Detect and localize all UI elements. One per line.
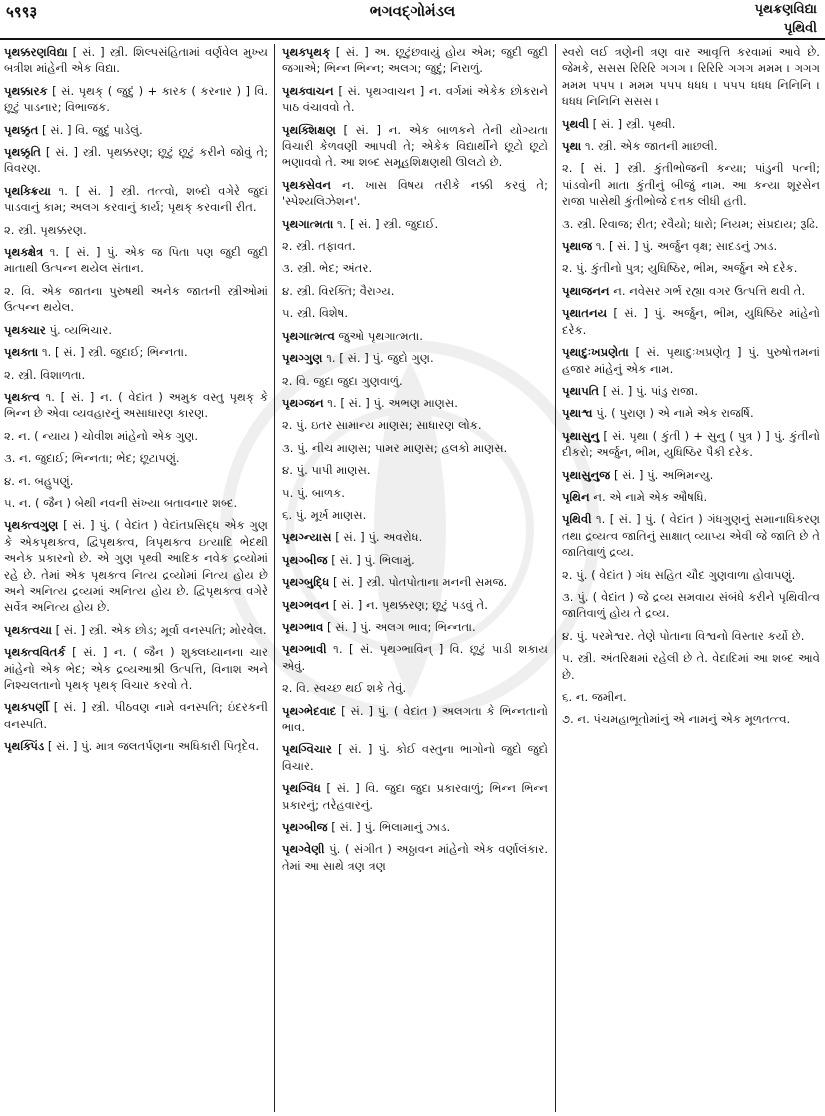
entry-definition: ૫. સ્ત્રી. વિશેષ. — [282, 306, 349, 321]
dictionary-entry — [4, 244, 268, 277]
entry-sense — [4, 428, 268, 444]
entry-definition: [ સં. ] પું. કોઈ વસ્તુના ભાગોનો જુદો જુદો વિચાર. — [282, 742, 548, 773]
dictionary-entry — [562, 511, 820, 560]
entry-headword: પૃથાજ — [562, 239, 593, 254]
column-divider-2 — [555, 44, 556, 1112]
entry-sense — [282, 417, 548, 433]
page-number: ५९९३ — [6, 3, 38, 21]
entry-definition: [ સં. પૃથા ( કુંતી ) + સુનુ ( પુત્ર ) ] પું. કુંતીનો દીકરો; અર્જુન, ભીમ, યુધિષ્ઠિર પૈકી દરેક. — [562, 428, 820, 460]
dictionary-entry — [562, 428, 820, 461]
dictionary-entry — [282, 350, 548, 366]
dictionary-entry — [4, 622, 268, 638]
entry-definition: [ સં. પૃથાદુઃખપ્રણેતૃ ] પું. પુરુષોત્તમનાં હજાર માંહેનું એક નામ. — [562, 345, 820, 376]
entry-definition: ૬. ન. જમીન. — [562, 690, 627, 704]
dictionary-entry — [282, 641, 548, 674]
entry-definition: [ સં. ] પું. ભિલામું. — [331, 552, 415, 567]
entry-sense — [562, 589, 820, 622]
entry-definition: [ સં. ] સ્ત્રી. પીઠવણ નામે વનસ્પતિ; ઇંદરકની વનસ્પતિ. — [4, 700, 268, 731]
entry-definition: ૪. પું. પાપી માણસ. — [282, 463, 371, 478]
entry-definition: ૧. [ સં. ] સ્ત્રી. જુદાઈ; ભિન્નતા. — [41, 345, 188, 360]
entry-sense — [282, 373, 548, 389]
entry-headword: પૃથક્શિક્ષણ — [282, 122, 336, 137]
entry-definition: ૧. [ સં. ] ન. ( વેદાંત ) અમુક વસ્તુ પૃથક્ કે ભિન્ન છે એવા વ્યવહારનું અસાધારણ કારણ. — [4, 389, 268, 421]
entry-headword: પૃથાદુઃખપ્રણેતા — [562, 345, 629, 360]
entry-sense — [282, 238, 548, 254]
dictionary-entry — [282, 552, 548, 568]
dictionary-entry — [282, 83, 548, 116]
entry-definition: ૧. [ સં. ] પું. જુદો ગુણ. — [326, 351, 434, 366]
entry-headword: પૃથાસુનુજ — [562, 467, 611, 482]
entry-definition: ૩. સ્ત્રી. રિવાજ; રીત; રવૈયો; ધારો; નિયમ; સંપ્રદાય; રૂઢિ. — [562, 216, 819, 231]
entry-sense — [562, 216, 820, 232]
dictionary-entry — [282, 216, 548, 232]
entry-definition: ૫. ન. ( જૈન ) બેથી નવની સંખ્યા બતાવનાર શબ્દ. — [4, 495, 238, 510]
dictionary-entry — [282, 597, 548, 613]
entry-definition: [ સં. પૃથક્ ( જુદું ) + કારક ( કરનાર ) ] વિ. છૂટું પાડનાર; વિભાજક. — [4, 83, 268, 115]
dictionary-entry — [282, 529, 548, 545]
entry-definition: [ સં. ] ન. પૃથક્કરણ; છૂટું પડવું તે. — [332, 597, 488, 612]
dictionary-entry — [4, 517, 268, 615]
entry-definition: [ સં. ] પું. અલગ ભાવ; ભિન્નતા. — [327, 619, 476, 634]
entry-definition: [ સં. ] સ્ત્રી. પોતપોતાના મનની સમજ. — [333, 575, 508, 590]
dictionary-entry — [562, 138, 820, 154]
entry-definition: [ સં. ] સ્ત્રી. શિલ્પસંહિતામાં વર્ણવેલ મુખ્ય બત્રીશ માંહેની એક વિદ્યા. — [4, 45, 268, 76]
entry-definition: ૫. પું. બાળક. — [282, 485, 345, 500]
entry-headword: પૃથક્પૃથક્ — [282, 45, 331, 59]
dictionary-entry — [4, 144, 268, 177]
column-divider-1 — [274, 44, 275, 1112]
entry-definition: ૪. સ્ત્રી. વિરક્તિ; વૈરાગ્ય. — [282, 283, 395, 298]
dictionary-column-1 — [4, 44, 268, 1112]
header-rule — [0, 38, 825, 40]
entry-sense — [562, 650, 820, 683]
dictionary-entry — [282, 122, 548, 171]
entry-definition: ૨. વિ. એક જાતના પુરુષથી અનેક જાતની સ્ત્રીઓમાં ઉત્પન્ન થયેલ. — [4, 283, 268, 315]
entry-headword: પૃથક્ચાર — [4, 322, 46, 337]
entry-definition: ૨. પું. ( વેદાંત ) ગંધ સહિત ચૌદ ગુણવાળા હોવાપણું. — [562, 567, 796, 582]
entry-headword: પૃથક્કૃત — [4, 122, 39, 137]
entry-headword: પૃથગ્ભાવી — [282, 642, 327, 657]
entry-headword: પૃથગાત્મતા — [282, 216, 334, 231]
entry-headword: પૃથક્ત્વવિતર્ક — [4, 645, 66, 660]
entry-definition: [ સં. ] વિ. જુદા જુદા પ્રકારવાળું; ભિન્ન ભિન્ન પ્રકારનું; તરેહવારનું. — [282, 781, 548, 812]
entry-sense — [562, 689, 820, 705]
entry-headword: પૃથક્ક્ષેત્ર — [4, 245, 44, 260]
dictionary-entry — [282, 574, 548, 590]
entry-definition: ૧. [ સં. પૃથગ્ભાવિન્ ] વિ. છૂટું પાડી શકાય એવું. — [282, 642, 548, 673]
entry-headword: પૃથક્ત્વગુણ — [4, 518, 59, 533]
entry-definition: ૧. [ સં. ] સ્ત્રી. તત્ત્વો, શબ્દો વગેરે જુદાં પાડવાનું કામ; અલગ કરવાનું કાર્ય; પૃથક્ કરવાની રીત. — [4, 183, 268, 215]
entry-headword: પૃથાતનય — [562, 306, 608, 321]
entry-definition: ૨. પું. કુંતીનો પુત્ર; યુધિષ્ઠિર, ભીમ, અર્જુન એ દરેક. — [562, 261, 798, 276]
entry-headword: પૃથક્વાચન — [282, 83, 334, 98]
entry-headword: પૃથગ્વેણી — [282, 842, 325, 857]
dictionary-entry — [282, 328, 548, 344]
dictionary-entry — [282, 44, 548, 77]
running-title: ભગવદ્ગોમંડલ — [369, 2, 456, 20]
entry-definition: [ સં. ] ન. એક બાળકને તેની યોગ્યતા વિચારી કેળવણી આપવી તે; એકેક વિદ્યાર્થીને છૂટો છૂટો ભણાવવો તે. આ શબ્દ સમૂહશિક્ષણથી ઊલટો છે. — [282, 122, 548, 170]
entry-headword: પૃથગ્ન્યાસ — [282, 530, 332, 545]
entry-sense — [282, 305, 548, 321]
entry-headword: પૃથગ્ભાવ — [282, 619, 324, 634]
dictionary-entry — [562, 305, 820, 338]
dictionary-entry — [4, 389, 268, 422]
entry-sense — [4, 367, 268, 383]
entry-definition: [ સં. ] પું. પાંડુ રાજા. — [602, 383, 699, 398]
entry-definition: પું. વ્યભિચાર. — [49, 322, 113, 337]
entry-sense — [282, 283, 548, 299]
entry-headword: પૃથિવી — [562, 512, 592, 527]
entry-sense — [562, 44, 820, 110]
entry-headword: પૃથગ્જન — [282, 395, 324, 410]
entry-headword: પૃથગ્ભવન — [282, 597, 330, 612]
entry-headword: પૃથક્પર્ણી — [4, 700, 49, 715]
entry-definition: ૧. [ સં. ] પું. અભણ માણસ. — [327, 395, 458, 410]
entry-definition: ૨. સ્ત્રી. પૃથક્કરણ. — [4, 222, 87, 237]
entry-definition: ૧. [ સં. ] પું. એક જ પિતા પણ જુદી જુદી માતાથી ઉત્પન્ન થયેલ સંતાન. — [4, 245, 268, 276]
entry-definition: ન. ખાસ વિષય તરીકે નક્કી કરવું તે; 'સ્પેશ્યલિઝેશન'. — [282, 177, 548, 209]
entry-headword: પૃથગ્વિધ — [282, 781, 321, 796]
guide-word-first: પૃથક્રણવિદ્યા — [754, 2, 817, 17]
entry-sense — [562, 711, 820, 727]
entry-sense — [282, 260, 548, 276]
entry-headword: પૃથક્કૃતિ — [4, 145, 41, 160]
entry-definition: [ સં. ] અ. છૂટુંછવાયું હોય એમ; જુદી જુદી જગાએ; ભિન્ન ભિન્ન; અલગ; જુદું; નિરાળું. — [282, 45, 548, 76]
entry-definition: [ સં. ] સ્ત્રી. પૃથક્કરણ; છૂટું છૂટું કરીને જોવું તે; વિવરણ. — [4, 145, 268, 176]
entry-definition: [ સં. ] પું. માત્ર જલતર્પણના અધિકારી પિતૃદેવ. — [47, 739, 260, 754]
entry-definition: ૨. સ્ત્રી. તફાવત. — [282, 239, 356, 254]
entry-definition: ૨. વિ. સ્વચ્છ થઈ શકે તેવું. — [282, 681, 407, 696]
entry-headword: પૃથક્ત્વચા — [4, 622, 52, 637]
entry-headword: પૃથક્કરણવિદ્યા — [4, 45, 68, 59]
entry-sense — [282, 680, 548, 696]
entry-definition: ૩. સ્ત્રી. ભેદ; અંતર. — [282, 261, 373, 276]
entry-definition: ૧. [ સં. ] પું. અર્જુન વૃક્ષ; સાદડનું ઝાડ. — [595, 239, 778, 254]
dictionary-entry — [4, 344, 268, 360]
entry-sense — [4, 495, 268, 511]
entry-headword: પૃથક્તા — [4, 345, 39, 360]
entry-sense — [282, 462, 548, 478]
entry-headword: પૃથગ્ભેદવાદ — [282, 703, 337, 718]
dictionary-entry — [4, 322, 268, 338]
entry-definition: [ સં. ] પું. ( વેદાંત ) વેદાંતપ્રસિદ્ધ એક ગુણ કે એકપૃથક્ત્વ, દ્વિપૃથક્ત્વ, ત્રિપૃથક્ત્વ ઇત્યાદિ ભેદથી અનેક પ્રકારનો છે. એ ગુણ પૃથ્વી આદિક નવેક દ્રવ્યોમાં રહે છે. તેમાં એક પૃથક્ત્વ નિત્ય દ્રવ્યોમાં નિત્ય હોય છે અને અનિત્ય દ્રવ્યમાં અનિત્ય હોય છે. દ્વિપૃથક્ત્વ વગેરે સર્વેત્ર અનિત્ય હોય છે. — [4, 518, 268, 615]
entry-definition: ન. એ નામે એક ઔષધિ. — [593, 489, 708, 504]
entry-sense — [282, 485, 548, 501]
dictionary-entry — [562, 405, 820, 421]
dictionary-entry — [4, 699, 268, 732]
dictionary-entry — [562, 383, 820, 399]
entry-headword: પૃથક્ક્રિયા — [4, 183, 51, 198]
entry-sense — [4, 473, 268, 489]
entry-headword: પૃથગ્બીજ — [282, 820, 328, 835]
entry-sense — [562, 160, 820, 209]
entry-headword: પૃથાશ્વ — [562, 406, 593, 421]
entry-sense — [4, 222, 268, 238]
entry-sense — [282, 507, 548, 523]
entry-definition: ૪. પું. પરમેશ્વર. તેણે પોતાના વિશ્વનો વિસ્તાર કર્યો છે. — [562, 628, 805, 643]
dictionary-entry — [282, 841, 548, 874]
dictionary-entry — [282, 177, 548, 210]
dictionary-column-2 — [282, 44, 548, 1112]
entry-headword: પૃથાસુનુ — [562, 428, 600, 443]
dictionary-column-3 — [562, 44, 820, 1112]
entry-sense — [4, 450, 268, 466]
entry-definition: [ સં. ] પું. ભિલામાનું ઝાડ. — [331, 820, 451, 835]
dictionary-entry — [562, 489, 820, 505]
dictionary-entry — [282, 819, 548, 835]
entry-definition: સ્વરો લઈ ત્રણેની ત્રણ વાર આવૃત્તિ કરવામાં આવે છે. જેમકે, સસસ રિરિરિ ગગગ । રિરિરિ ગગગ મમમ । ગગગ મમમ પપપ । મમમ પપપ ધધધ । પપપ ધધધ નિનિનિ । ધધધ નિનિનિ સસસ । — [562, 45, 820, 109]
entry-definition: ન. નવેસર ગર્ભ રહ્યા વગર ઉત્પત્તિ થવી તે. — [613, 283, 806, 298]
entry-definition: જુઓ પૃથગાત્મતા. — [338, 328, 423, 343]
entry-headword: પૃથક્પિંડ — [4, 739, 45, 754]
dictionary-entry — [562, 238, 820, 254]
entry-definition: ૩. ન. જુદાઈ; ભિન્નતા; ભેદ; છૂટાપણું. — [4, 451, 180, 466]
dictionary-entry — [4, 183, 268, 216]
entry-headword: પૃથગ્બીજ — [282, 552, 328, 567]
entry-definition: પું. ( પુરાણ ) એ નામે એક રાજર્ષિ. — [596, 406, 754, 421]
entry-sense — [562, 260, 820, 276]
dictionary-entry — [562, 283, 820, 299]
entry-definition: ૧. સ્ત્રી. એક જાતની માછલી. — [584, 139, 718, 154]
entry-definition: [ સં. ] પું. અવરોધ. — [335, 530, 423, 545]
entry-definition: ૫. સ્ત્રી. અંતરિક્ષમાં રહેલી છે તે. વેદાદિમાં આ શબ્દ આવે છે. — [562, 651, 820, 682]
dictionary-entry — [282, 619, 548, 635]
entry-headword: પૃથિન — [562, 489, 590, 504]
entry-headword: પૃથગ્ગુણ — [282, 351, 323, 366]
dictionary-entry — [4, 44, 268, 77]
entry-sense — [4, 283, 268, 316]
entry-definition: [ સં. ] ન. ( જૈન ) શુક્લધ્યાનના ચાર માંહેનો એક ભેદ; એક દ્રવ્યઆશ્રી ઉત્પત્તિ, વિનાશ અને નિશ્ચલતાનો પૃથક્ પૃથક્ વિચાર કરવો તે. — [4, 645, 268, 692]
entry-definition: ૭. ન. પંચમહાભૂતોમાંનું એ નામનું એક મૂળતત્ત્વ. — [562, 712, 791, 727]
entry-headword: પૃથા — [562, 139, 582, 154]
entry-definition: [ સં. પૃથગ્વાચન ] ન. વર્ગમાં એકેક છોકરાને પાઠ વંચાવવો તે. — [282, 83, 548, 115]
entry-definition: [ સં. ] પું. અર્જુન, ભીમ, યુધિષ્ઠિર માંહેનો દરેક. — [562, 306, 820, 337]
entry-sense — [282, 440, 548, 456]
entry-definition: ૨. [ સં. ] સ્ત્રી. કુંતીભોજની કન્યા; પાંડુની પત્ની; પાંડવોની માતા કુંતીનું બીજું નામ. આ કન્યા શૂરસેન રાજા પાસેથી કુંતીભોજે દત્તક લીધી હતી. — [562, 161, 820, 209]
entry-definition: ૩. પું. ( વેદાંત ) જે દ્રવ્ય સમવાય સંબંધે કરીને પૃથિવીત્વ જાતિવાળું હોય તે દ્રવ્ય. — [562, 589, 820, 621]
entry-headword: પૃથવી — [562, 116, 589, 131]
entry-definition: [ સં. ] સ્ત્રી. પૃથ્વી. — [592, 116, 676, 131]
entry-sense — [562, 628, 820, 644]
dictionary-entry — [282, 395, 548, 411]
entry-definition: ૨. ન. ( ન્યાય ) ચોવીશ માંહેનો એક ગુણ. — [4, 428, 199, 443]
dictionary-entry — [4, 644, 268, 693]
entry-definition: ૪. ન. બહુપણું. — [4, 473, 74, 488]
dictionary-entry — [282, 703, 548, 736]
entry-headword: પૃથગ્બુદ્ધિ — [282, 575, 330, 590]
dictionary-entry — [562, 467, 820, 483]
dictionary-entry — [4, 83, 268, 116]
dictionary-entry — [282, 780, 548, 813]
entry-headword: પૃથાપતિ — [562, 383, 600, 398]
entry-definition: ૨. પું. ઇતર સામાન્ય માણસ; સાધારણ લોક. — [282, 418, 482, 433]
entry-definition: ૨. સ્ત્રી. વિશાળતા. — [4, 367, 86, 382]
entry-headword: પૃથગ્વિચાર — [282, 742, 332, 757]
entry-headword: પૃથક્ત્વ — [4, 389, 40, 404]
dictionary-entry — [282, 741, 548, 774]
dictionary-entry — [562, 344, 820, 377]
entry-definition: [ સં. ] સ્ત્રી. એક છોડ; મૂર્વા વનસ્પતિ; મોરવેલ. — [55, 622, 267, 637]
entry-definition: [ સં. ] વિ. જુદું પાડેલું. — [42, 122, 143, 137]
entry-definition: ૬. પું. મૂર્ખ માણસ. — [282, 507, 367, 522]
guide-words — [755, 0, 817, 38]
entry-headword: પૃથક્કારક — [4, 83, 48, 98]
entry-definition: ૧. [ સં. ] સ્ત્રી. જુદાઈ. — [336, 216, 439, 231]
entry-definition: ૨. વિ. જુદા જુદા ગુણવાળું. — [282, 373, 403, 388]
entry-definition: ૩. પું. નીચ માણસ; પામર માણસ; હલકો માણસ. — [282, 440, 508, 455]
entry-definition: [ સં. ] પું. અભિમન્યુ. — [613, 467, 714, 482]
entry-definition: [ સં. ] પું. ( વેદાંત ) અલગતા કે ભિન્નતાનો ભાવ. — [282, 703, 548, 734]
entry-headword: પૃથાજનન — [562, 283, 610, 298]
entry-headword: પૃથક્સેવન — [282, 177, 331, 192]
entry-headword: પૃથગાત્મત્વ — [282, 328, 335, 343]
page-header — [0, 0, 825, 40]
entry-definition: ૧. [ સં. ] પું. ( વેદાંત ) ગંધગુણનું સમાનાધિકરણ તથા દ્રવ્યત્વ જાતિનું સાક્ષાત્ વ્યાપ્ય એવી જે જાતિ છે તે જાતિવાળું દ્રવ્ય. — [562, 512, 820, 560]
entry-sense — [562, 567, 820, 583]
entry-definition: પું. ( સંગીત ) અઠ્ઠાવન માંહેનો એક વર્ણાલંકાર. તેમાં આ સાથે ત્રણ ત્રણ — [282, 842, 548, 873]
guide-word-last: પૃથિવી — [783, 21, 817, 36]
dictionary-entry — [562, 116, 820, 132]
dictionary-entry — [4, 738, 268, 754]
dictionary-entry — [4, 122, 268, 138]
